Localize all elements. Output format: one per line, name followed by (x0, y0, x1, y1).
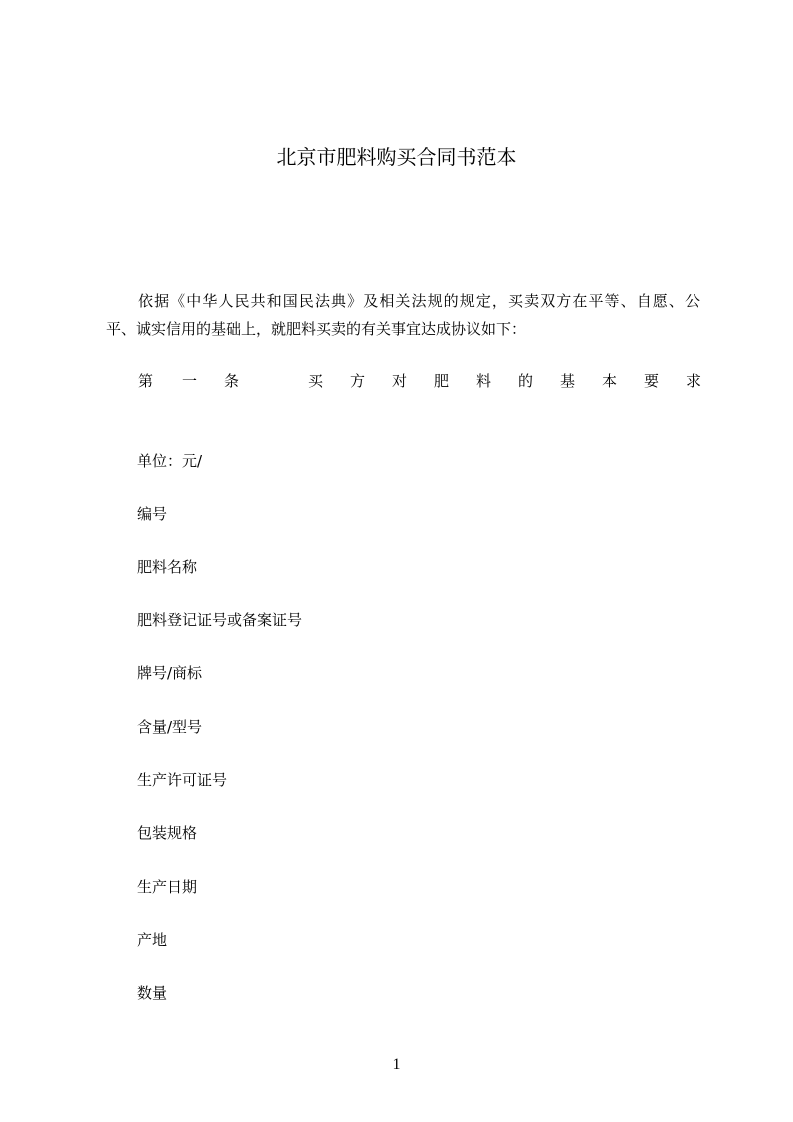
field-package-spec: 包装规格 (137, 824, 198, 842)
article-1-heading (138, 370, 702, 392)
article-number-char: 条 (224, 372, 240, 390)
document-title: 北京市肥料购买合同书范本 (276, 145, 517, 169)
article-heading-char: 料 (476, 372, 492, 390)
article-heading-char: 肥 (434, 372, 450, 390)
field-registration-number: 肥料登记证号或备案证号 (137, 611, 303, 629)
field-quantity: 数量 (137, 984, 168, 1002)
field-origin: 产地 (137, 931, 168, 949)
article-heading-char: 买 (308, 372, 324, 390)
page-number: 1 (392, 1056, 401, 1073)
article-heading-char: 方 (350, 372, 366, 390)
intro-paragraph-line-1: 依据《中华人民共和国民法典》及相关法规的规定，买卖双方在平等、自愿、公 (138, 292, 700, 310)
intro-paragraph-line-2: 平、诚实信用的基础上，就肥料买卖的有关事宜达成协议如下： (106, 320, 527, 338)
field-content-model: 含量/型号 (137, 718, 203, 736)
article-number-char: 第 (138, 372, 154, 390)
article-number-char: 一 (182, 372, 198, 390)
field-brand-trademark: 牌号/商标 (137, 664, 203, 682)
field-fertilizer-name: 肥料名称 (137, 558, 198, 576)
field-production-date: 生产日期 (137, 878, 198, 896)
article-heading-char: 基 (560, 372, 576, 390)
field-unit: 单位：元/ (137, 452, 203, 470)
article-heading-char: 对 (392, 372, 408, 390)
article-heading-char: 要 (644, 372, 660, 390)
field-serial-number: 编号 (137, 505, 168, 523)
article-heading-char: 本 (602, 372, 618, 390)
article-heading-char: 的 (518, 372, 534, 390)
field-production-license: 生产许可证号 (137, 771, 228, 789)
article-heading-char: 求 (686, 372, 702, 390)
